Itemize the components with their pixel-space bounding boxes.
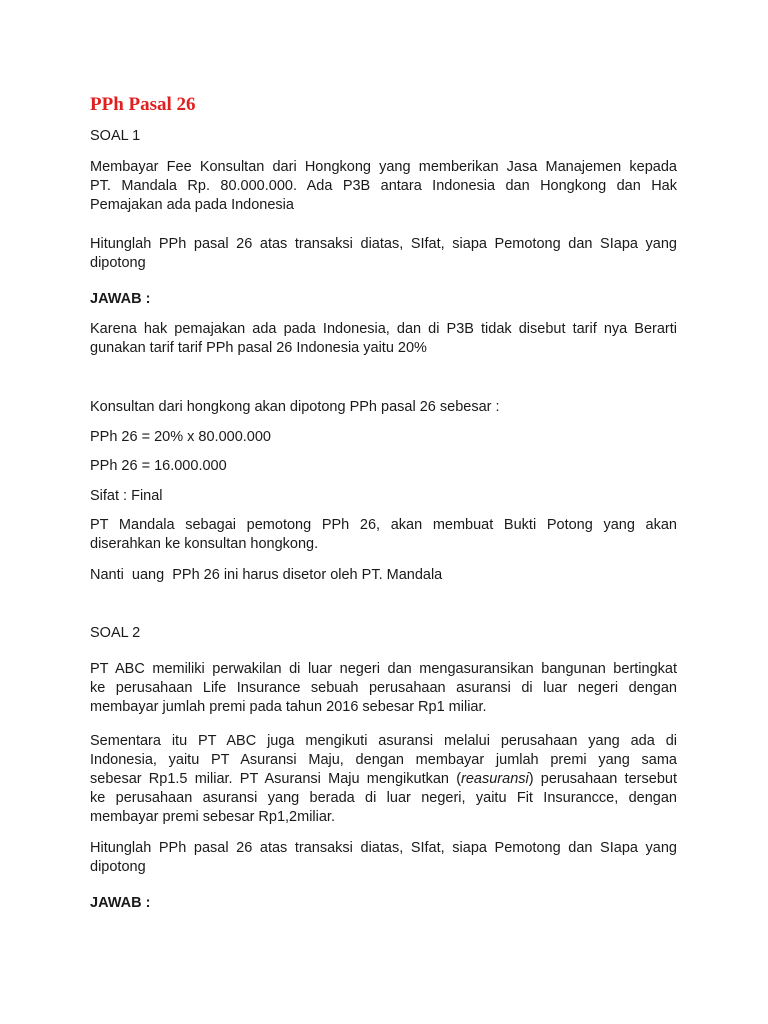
soal-2-para2-line: Sementara itu PT ABC juga mengikuti asuransi melalui perusahaan yang ada di [90,733,677,749]
soal-2-para2-line: ke perusahaan asuransi yang berada di luar negeri, yaitu Fit Insurancce, dengan [90,790,677,806]
soal-2-task-line: dipotong [90,859,146,875]
soal-1-question-line: Membayar Fee Konsultan dari Hongkong yang memberikan Jasa Manajemen kepada [90,159,677,175]
soal-1-result: PPh 26 = 16.000.000 [90,458,227,474]
soal-1-deposit: Nanti uang PPh 26 ini harus disetor oleh PT. Mandala [90,567,443,583]
soal-1-task-line: dipotong [90,255,146,271]
soal-2-para1-line: membayar jumlah premi pada tahun 2016 sebesar Rp1 miliar. [90,699,487,715]
soal-2-para1-line: PT ABC memiliki perwakilan di luar negeri dan mengasuransikan bangunan bertingkat [90,661,677,677]
soal-1-heading: SOAL 1 [90,128,141,144]
soal-1-answer-label: JAWAB : [90,291,151,307]
soal-1-answer-line: Karena hak pemajakan ada pada Indonesia, dan di P3B tidak disebut tarif nya Berarti [90,321,677,337]
soal-1-task-line: Hitunglah PPh pasal 26 atas transaksi diatas, SIfat, siapa Pemotong dan SIapa yang [90,236,677,252]
soal-1-withholding-slip [90,516,677,554]
soal-1-withholding-intro: Konsultan dari hongkong akan dipotong PPh pasal 26 sebesar : [90,399,500,415]
soal-1-task [90,235,677,273]
soal-1-formula: PPh 26 = 20% x 80.000.000 [90,429,271,445]
soal-2-paragraph-2 [90,732,677,827]
soal-2-para2-line [90,770,677,789]
soal-1-question-line: Pemajakan ada pada Indonesia [90,197,294,213]
document-title: PPh Pasal 26 [90,94,196,115]
soal-1-answer-line: gunakan tarif tarif PPh pasal 26 Indonesia yaitu 20% [90,340,427,356]
soal-2-heading: SOAL 2 [90,625,141,641]
soal-1-question-line: PT. Mandala Rp. 80.000.000. Ada P3B antara Indonesia dan Hongkong dan Hak [90,178,677,194]
soal-2-paragraph-1 [90,660,677,717]
soal-1-slip-line: PT Mandala sebagai pemotong PPh 26, akan membuat Bukti Potong yang akan [90,517,677,533]
soal-2-para1-line: ke perusahaan Life Insurance sebuah perusahaan asuransi di luar negeri dengan [90,680,677,696]
soal-2-para2-line: membayar premi sebesar Rp1,2miliar. [90,809,335,825]
text-fragment: ) perusahaan tersebut [528,771,677,787]
soal-2-para2-line: Indonesia, yaitu PT Asuransi Maju, dengan membayar jumlah premi yang sama [90,752,677,768]
soal-2-task-line: Hitunglah PPh pasal 26 atas transaksi diatas, SIfat, siapa Pemotong dan SIapa yang [90,840,677,856]
soal-1-nature: Sifat : Final [90,488,163,504]
soal-2-answer-label: JAWAB : [90,895,151,911]
reasuransi-term: reasuransi [461,771,529,787]
soal-1-question [90,158,677,215]
text-fragment: sebesar Rp1.5 miliar. PT Asuransi Maju mengikutkan ( [90,771,462,787]
soal-1-answer [90,320,677,358]
soal-1-slip-line: diserahkan ke konsultan hongkong. [90,536,319,552]
soal-2-task [90,839,677,877]
